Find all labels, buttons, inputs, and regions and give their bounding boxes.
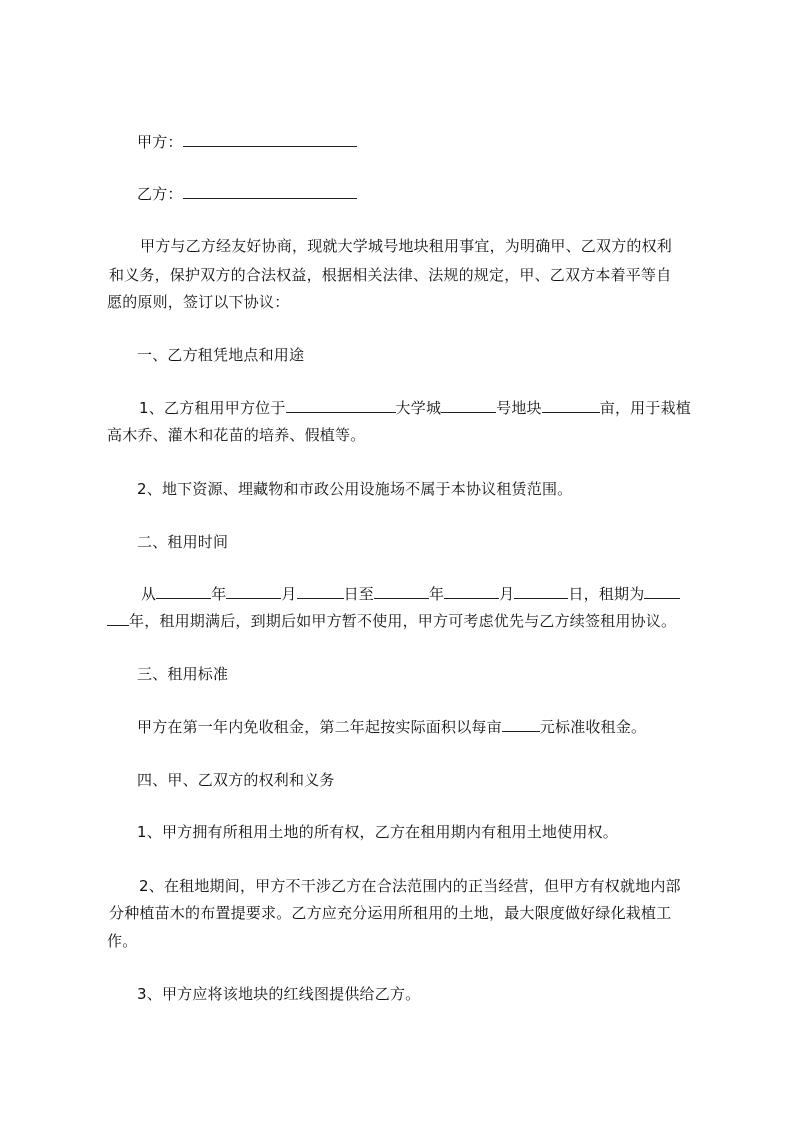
end-year-field[interactable] xyxy=(374,584,429,599)
start-day-field[interactable] xyxy=(297,584,344,599)
section-4-item-2-line-2: 分种植苗木的布置提要求。乙方应充分运用所租用的土地，最大限度做好绿化栽植工 xyxy=(109,904,672,922)
area-field[interactable] xyxy=(542,398,600,413)
party-a-field[interactable] xyxy=(183,132,357,147)
section-1-item-2: 2、地下资源、埋藏物和市政公用设施场不属于本协议租赁范围。 xyxy=(137,480,573,498)
s2-year-1: 年 xyxy=(211,585,227,603)
section-3-heading: 三、租用标准 xyxy=(137,665,229,683)
lease-term-field-part-2[interactable] xyxy=(107,611,129,626)
section-1-item-1-line-1 xyxy=(139,398,691,418)
intro-line-1: 甲方与乙方经友好协商，现就大学城号地块租用事宜，为明确甲、乙双方的权利 xyxy=(140,237,673,255)
s2-month-2: 月 xyxy=(499,585,515,603)
section-4-item-3: 3、甲方应将该地块的红线图提供给乙方。 xyxy=(137,985,421,1003)
s2-day-to: 日至 xyxy=(343,585,375,603)
rent-rate-field[interactable] xyxy=(502,717,540,732)
party-b-line xyxy=(137,184,357,204)
section-2-line-2 xyxy=(107,611,676,631)
location-field[interactable] xyxy=(286,398,396,413)
section-4-heading: 四、甲、乙双方的权利和义务 xyxy=(137,771,335,789)
s3-text-a: 甲方在第一年内免收租金，第二年起按实际面积以每亩 xyxy=(137,718,502,736)
party-a-line xyxy=(137,132,357,152)
section-1-item-1-line-2: 高木乔、灌木和花苗的培养、假植等。 xyxy=(107,426,366,444)
s2-month-1: 月 xyxy=(281,585,297,603)
section-4-item-2-line-1: 2、在租地期间，甲方不干涉乙方在合法范围内的正当经营，但甲方有权就地内部 xyxy=(139,877,681,895)
section-2-line-1 xyxy=(141,584,680,604)
party-b-label: 乙方： xyxy=(137,185,183,203)
s3-text-b: 元标准收租金。 xyxy=(539,718,647,736)
start-year-field[interactable] xyxy=(156,584,211,599)
s1-item1-mid3: 亩，用于栽植 xyxy=(599,399,691,417)
s1-item1-mid2: 号地块 xyxy=(496,399,542,417)
party-a-label: 甲方： xyxy=(137,133,183,151)
s1-item1-prefix: 1、乙方租用甲方位于 xyxy=(139,399,286,417)
plot-number-field[interactable] xyxy=(441,398,496,413)
start-month-field[interactable] xyxy=(226,584,281,599)
s2-from: 从 xyxy=(141,585,157,603)
s1-item1-mid1: 大学城 xyxy=(395,399,442,417)
intro-line-2: 和义务，保护双方的合法权益，根据相关法律、法规的规定，甲、乙双方本着平等自 xyxy=(109,266,672,284)
intro-line-3: 愿的原则，签订以下协议： xyxy=(107,293,290,311)
s2-line-2-text: 年，租用期满后，到期后如甲方暂不使用，甲方可考虑优先与乙方续签租用协议。 xyxy=(129,612,677,630)
section-1-heading: 一、乙方租凭地点和用途 xyxy=(137,346,305,364)
section-3-text xyxy=(137,717,646,737)
end-month-field[interactable] xyxy=(444,584,499,599)
lease-term-field-part-1[interactable] xyxy=(644,584,680,599)
section-4-item-2-line-3: 作。 xyxy=(107,932,138,950)
end-day-field[interactable] xyxy=(514,584,568,599)
s2-day-term: 日，租期为 xyxy=(568,585,645,603)
section-4-item-1: 1、甲方拥有所租用土地的所有权，乙方在租用期内有租用土地使用权。 xyxy=(137,823,618,841)
s2-year-2: 年 xyxy=(429,585,445,603)
party-b-field[interactable] xyxy=(183,184,357,199)
section-2-heading: 二、租用时间 xyxy=(137,533,229,551)
